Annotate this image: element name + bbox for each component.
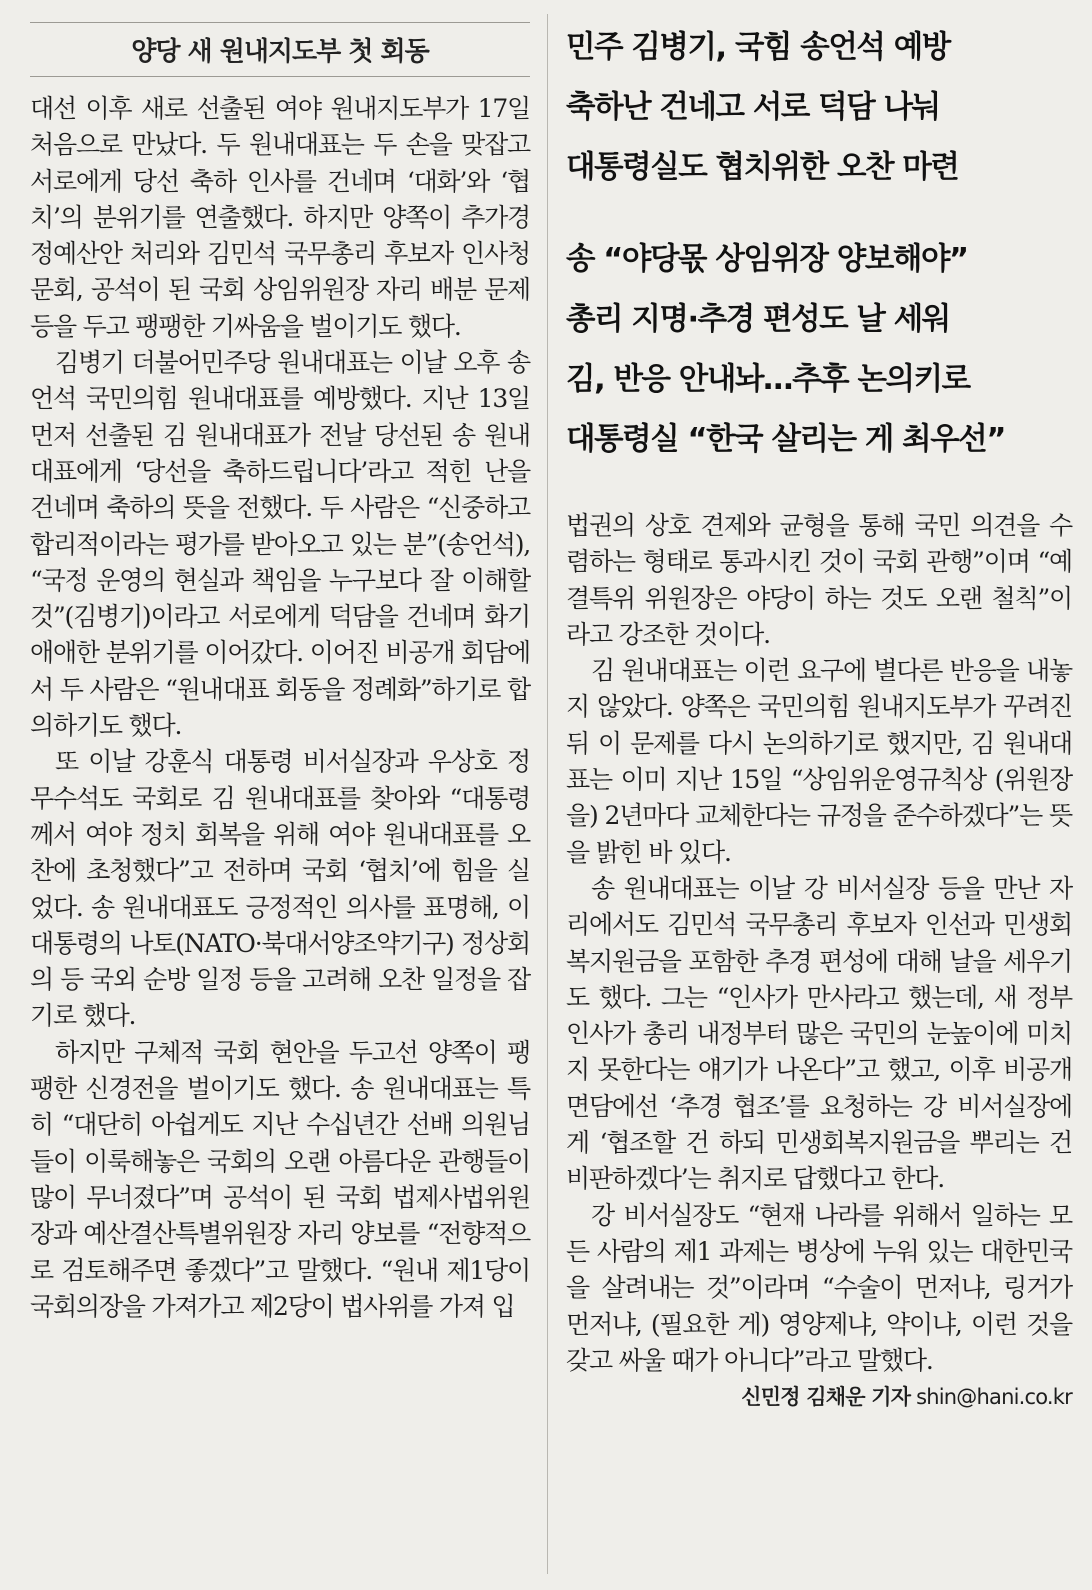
body-paragraph: 대선 이후 새로 선출된 여야 원내지도부가 17일 처음으로 만났다. 두 원내대표는 두 손을 맞잡고 서로에게 당선 축하 인사를 건네며 ‘대화’와 ‘협치’의 분위기를 연출했다. 하지만 양쪽이 추가경정예산안 처리와 김민석 국무총리 후보자 인사청문회, 공석이 된 국회 상임위원장 자리 배분 문제 등을 두고 팽팽한 기싸움을 벌이기도 했다. — [30, 94, 530, 341]
main-headline-line: 대통령실도 협치위한 오찬 마련 — [566, 150, 959, 185]
article-kicker: 양당 새 원내지도부 첫 회동 — [30, 22, 530, 77]
sub-headline-block — [566, 230, 1072, 470]
main-headline-line: 축하난 건네고 서로 덕담 나눠 — [566, 90, 940, 125]
body-paragraph: 법권의 상호 견제와 균형을 통해 국민 의견을 수렴하는 형태로 통과시킨 것이 국회 관행”이며 “예결특위 위원장은 야당이 하는 것도 오랜 철칙”이라고 강조한 것이다. — [566, 511, 1072, 649]
byline-email[interactable]: shin@hani.co.kr — [916, 1385, 1072, 1410]
body-paragraph: 강 비서실장도 “현재 나라를 위해서 일하는 모든 사람의 제1 과제는 병상에 누워 있는 대한민국을 살려내는 것”이라며 “수술이 먼저냐, 링거가 먼저냐, (필요한 게) 영양제냐, 약이냐, 이런 것을 갖고 싸울 때가 아니다”라고 말했다. — [566, 1200, 1072, 1375]
body-paragraph: 또 이날 강훈식 대통령 비서실장과 우상호 정무수석도 국회로 김 원내대표를 찾아와 “대통령께서 여야 정치 회복을 위해 여야 원내대표를 오찬에 초청했다”고 전하며 국회 ‘협치’에 힘을 실었다. 송 원내대표도 긍정적인 의사를 표명해, 이 대통령의 나토(NATO·북대서양조약기구) 정상회의 등 국외 순방 일정 등을 고려해 오찬 일정을 잡기로 했다. — [30, 747, 530, 1031]
sub-headline-line: 송 “야당몫 상임위장 양보해야” — [566, 242, 968, 277]
body-paragraph: 김병기 더불어민주당 원내대표는 이날 오후 송언석 국민의힘 원내대표를 예방했다. 지난 13일 먼저 선출된 김 원내대표가 전날 당선된 송 원내대표에게 ‘당선을 축하드립니다’라고 적힌 난을 건네며 축하의 뜻을 전했다. 두 사람은 “신중하고 합리적이라는 평가를 받아오고 있는 분”(송언석), “국정 운영의 현실과 책임을 누구보다 잘 이해할 것”(김병기)이라고 서로에게 덕담을 건네며 화기애애한 분위기를 이어갔다. 이어진 비공개 회담에서 두 사람은 “원내대표 회동을 정례화”하기로 합의하기도 했다. — [30, 348, 530, 741]
sub-headline-line: 총리 지명·추경 편성도 날 세워 — [566, 302, 950, 337]
sub-headline-line: 대통령실 “한국 살리는 게 최우선” — [566, 422, 1005, 457]
column-divider — [547, 14, 548, 1574]
body-paragraph: 송 원내대표는 이날 강 비서실장 등을 만난 자리에서도 김민석 국무총리 후보자 인선과 민생회복지원금을 포함한 추경 편성에 대해 날을 세우기도 했다. 그는 “인사가 만사라고 했는데, 새 정부 인사가 총리 내정부터 많은 국민의 눈높이에 미치지 못한다는 얘기가 나온다”고 했고, 이후 비공개 면담에선 ‘추경 협조’를 요청하는 강 비서실장에게 ‘협조할 건 하되 민생회복지원금을 뿌리는 건 비판하겠다’는 취지로 답했다고 한다. — [566, 873, 1072, 1194]
sub-headline-line: 김, 반응 안내놔…추후 논의키로 — [566, 362, 970, 397]
main-headline-block — [566, 18, 1072, 198]
byline — [566, 1381, 1072, 1411]
left-column — [30, 0, 530, 1325]
body-paragraph: 하지만 구체적 국회 현안을 두고선 양쪽이 팽팽한 신경전을 벌이기도 했다. 송 원내대표는 특히 “대단히 아쉽게도 지난 수십년간 선배 의원님들이 이룩해놓은 국회의 오랜 아름다운 관행들이 많이 무너졌다”며 공석이 된 국회 법제사법위원장과 예산결산특별위원장 자리 양보를 “전향적으로 검토해주면 좋겠다”고 말했다. “원내 제1당이 국회의장을 가져가고 제2당이 법사위를 가져 입 — [30, 1037, 530, 1321]
right-column — [566, 0, 1072, 1410]
byline-reporters: 신민정 김채운 기자 — [741, 1385, 911, 1410]
main-headline-line: 민주 김병기, 국힘 송언석 예방 — [566, 30, 950, 65]
body-paragraph: 김 원내대표는 이런 요구에 별다른 반응을 내놓지 않았다. 양쪽은 국민의힘 원내지도부가 꾸려진 뒤 이 문제를 다시 논의하기로 했지만, 김 원내대표는 이미 지난 15일 “상임위운영규칙상 (위원장을) 2년마다 교체한다는 규정을 준수하겠다”는 뜻을 밝힌 바 있다. — [566, 656, 1072, 867]
right-body-text — [566, 508, 1072, 1411]
